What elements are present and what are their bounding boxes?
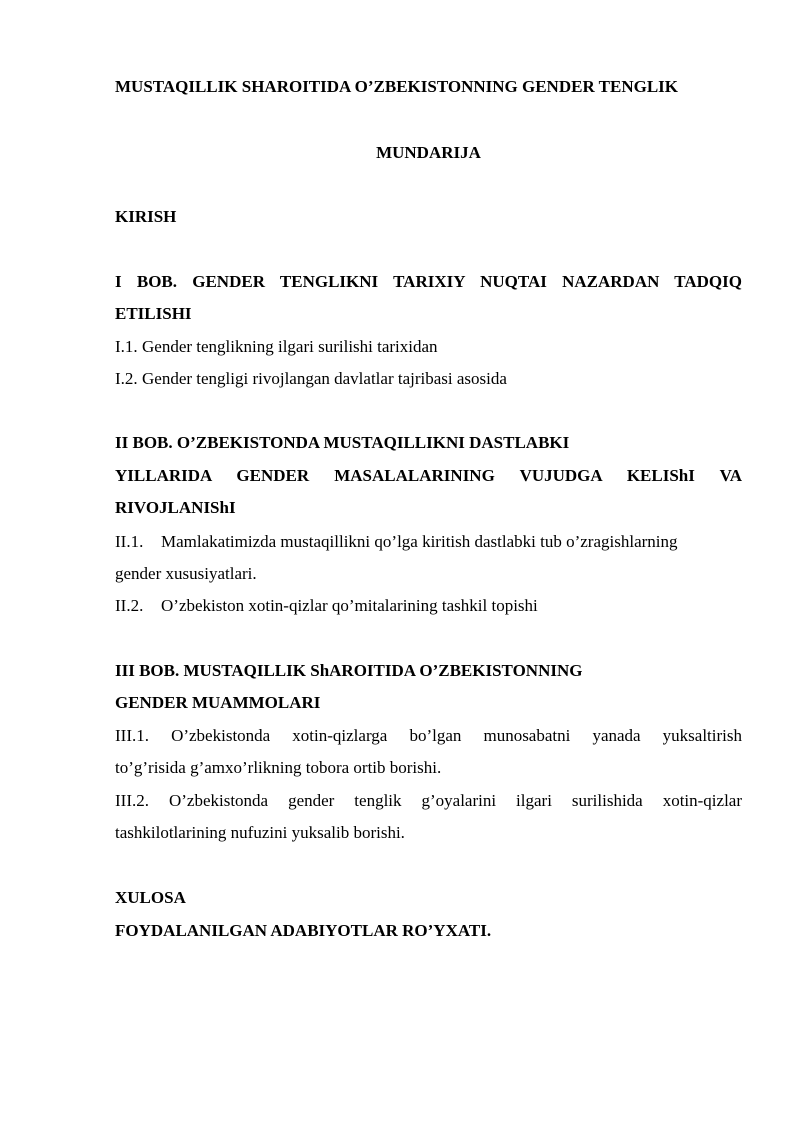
toc-item-number: III.2.: [115, 791, 149, 810]
toc-item-number: II.1.: [115, 532, 144, 551]
toc-item-ii1-cont: gender xususiyatlari.: [115, 564, 257, 583]
chapter3-heading-line2: GENDER MUAMMOLARI: [115, 693, 321, 712]
chapter2-heading-line3: RIVOJLANIShI: [115, 498, 236, 517]
toc-item-text: O’zbekistonda xotin-qizlarga bo’lgan munosabatni yanada yuksaltirish: [171, 726, 742, 745]
document-title: MUSTAQILLIK SHAROITIDA O’ZBEKISTONNING GENDER TENGLIK: [115, 77, 679, 96]
toc-item-number: III.1.: [115, 726, 149, 745]
toc-item-number: I.2.: [115, 369, 138, 388]
toc-item-iii1: [115, 725, 742, 747]
toc-conclusion: XULOSA: [115, 888, 186, 907]
toc-item-i1: [115, 336, 742, 358]
toc-references: FOYDALANILGAN ADABIYOTLAR RO’YXATI.: [115, 921, 492, 940]
toc-item-iii1-cont: to’g’risida g’amxo’rlikning tobora ortib borishi.: [115, 758, 442, 777]
toc-item-i2: [115, 368, 742, 390]
chapter3-heading-line1: III BOB. MUSTAQILLIK ShAROITIDA O’ZBEKISTONNING: [115, 661, 583, 680]
chapter1-heading-line2: ETILISHI: [115, 304, 192, 323]
toc-item-iii2-cont: tashkilotlarining nufuzini yuksalib borishi.: [115, 823, 405, 842]
toc-intro: KIRISH: [115, 207, 177, 226]
toc-item-ii1: [115, 531, 742, 553]
toc-item-text: Mamlakatimizda mustaqillikni qo’lga kiritish dastlabki tub o’zragishlarning: [161, 532, 678, 551]
chapter2-heading-line2: YILLARIDA GENDER MASALALARINING VUJUDGA KELIShI VA: [115, 466, 742, 485]
chapter2-heading-line1: II BOB. O’ZBEKISTONDA MUSTAQILLIKNI DASTLABKI: [115, 433, 570, 452]
toc-item-iii2: [115, 790, 742, 812]
toc-item-number: I.1.: [115, 337, 138, 356]
toc-item-text: O’zbekistonda gender tenglik g’oyalarini ilgari surilishida xotin-qizlar: [168, 791, 743, 810]
toc-heading: MUNDARIJA: [376, 143, 481, 162]
toc-item-text: Gender tenglikning ilgari surilishi tarixidan: [142, 337, 438, 356]
chapter1-heading-line1: I BOB. GENDER TENGLIKNI TARIXIY NUQTAI NAZARDAN TADQIQ: [115, 272, 742, 291]
toc-item-number: II.2.: [115, 596, 144, 615]
toc-item-text: O’zbekiston xotin-qizlar qo’mitalarining tashkil topishi: [161, 596, 538, 615]
toc-item-ii2: [115, 595, 742, 617]
toc-item-text: Gender tengligi rivojlangan davlatlar tajribasi asosida: [142, 369, 507, 388]
